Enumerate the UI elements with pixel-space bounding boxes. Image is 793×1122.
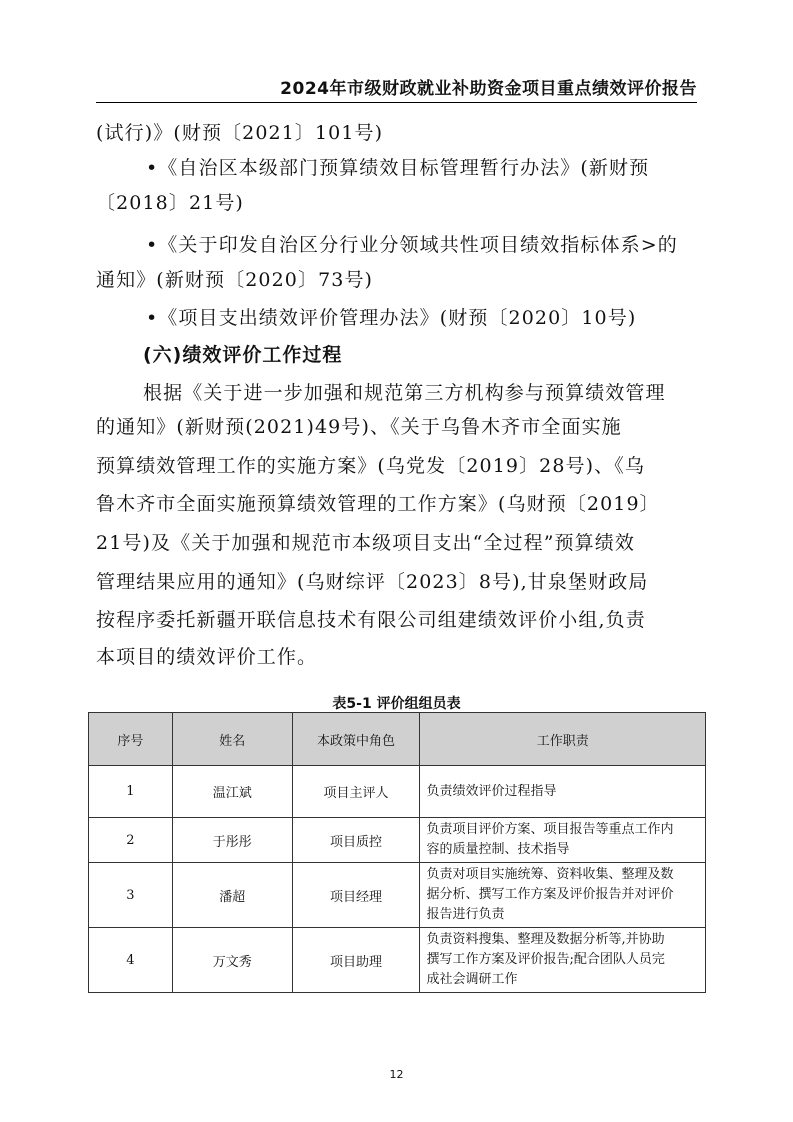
cell-role: 项目主评人 [292, 766, 420, 818]
column-header-role: 本政策中角色 [292, 713, 420, 766]
policy-line: (试行)》(财预〔2021〕101号) [96, 122, 384, 144]
policy-line: 通知》(新财预〔2020〕73号) [96, 269, 374, 291]
paragraph-line: 预算绩效管理工作的实施方案》(乌党发〔2019〕28号)、《乌 [96, 455, 645, 477]
column-header-no: 序号 [89, 713, 173, 766]
policy-bullet: •《自治区本级部门预算绩效目标管理暂行办法》(新财预 [146, 157, 650, 179]
policy-bullet: •《项目支出绩效评价管理办法》(财预〔2020〕10号) [146, 307, 637, 329]
paragraph-line: 的通知》(新财预(2021)49号)、《关于乌鲁木齐市全面实施 [96, 416, 622, 438]
cell-role: 项目助理 [292, 928, 420, 993]
table-header-row [89, 713, 706, 766]
cell-duty: 负责资料搜集、整理及数据分析等,并协助 撰写工作方案及评价报告;配合团队人员完 成社会调研工作 [420, 928, 706, 993]
page-header-title: 2024年市级财政就业补助资金项目重点绩效评价报告 [280, 79, 697, 99]
column-header-duty: 工作职责 [420, 713, 706, 766]
evaluation-team-table [88, 712, 706, 993]
cell-role: 项目经理 [292, 863, 420, 928]
cell-name: 温江斌 [172, 766, 292, 818]
cell-role: 项目质控 [292, 818, 420, 863]
cell-no: 2 [89, 818, 173, 863]
paragraph-line: 鲁木齐市全面实施预算绩效管理的工作方案》(乌财预〔2019〕 [96, 493, 660, 515]
paragraph-line: 管理结果应用的通知》(乌财综评〔2023〕8号),甘泉堡财政局 [96, 571, 649, 593]
header-divider [96, 102, 697, 103]
cell-no: 4 [89, 928, 173, 993]
policy-line: 〔2018〕21号) [96, 192, 244, 214]
cell-no: 3 [89, 863, 173, 928]
cell-name: 于彤彤 [172, 818, 292, 863]
cell-duty: 负责对项目实施统筹、资料收集、整理及数 据分析、撰写工作方案及评价报告并对评价 报告进行负责 [420, 863, 706, 928]
table-caption: 表5-1 评价组组员表 [332, 696, 461, 712]
table-row [89, 818, 706, 863]
table-row [89, 766, 706, 818]
paragraph-line: 本项目的绩效评价工作。 [96, 646, 318, 668]
cell-name: 万文秀 [172, 928, 292, 993]
table-row [89, 863, 706, 928]
paragraph-line: 根据《关于进一步加强和规范第三方机构参与预算绩效管理 [143, 382, 666, 404]
column-header-name: 姓名 [172, 713, 292, 766]
paragraph-line: 按程序委托新疆开联信息技术有限公司组建绩效评价小组,负责 [96, 609, 646, 631]
table-row [89, 928, 706, 993]
policy-bullet: •《关于印发自治区分行业分领域共性项目绩效指标体系>的 [146, 234, 678, 256]
paragraph-line: 21号)及《关于加强和规范市本级项目支出“全过程”预算绩效 [96, 532, 635, 554]
page-number: 12 [389, 1068, 404, 1081]
section-heading: (六)绩效评价工作过程 [143, 344, 343, 366]
cell-duty: 负责绩效评价过程指导 [420, 766, 706, 818]
cell-no: 1 [89, 766, 173, 818]
cell-name: 潘超 [172, 863, 292, 928]
cell-duty: 负责项目评价方案、项目报告等重点工作内 容的质量控制、技术指导 [420, 818, 706, 863]
